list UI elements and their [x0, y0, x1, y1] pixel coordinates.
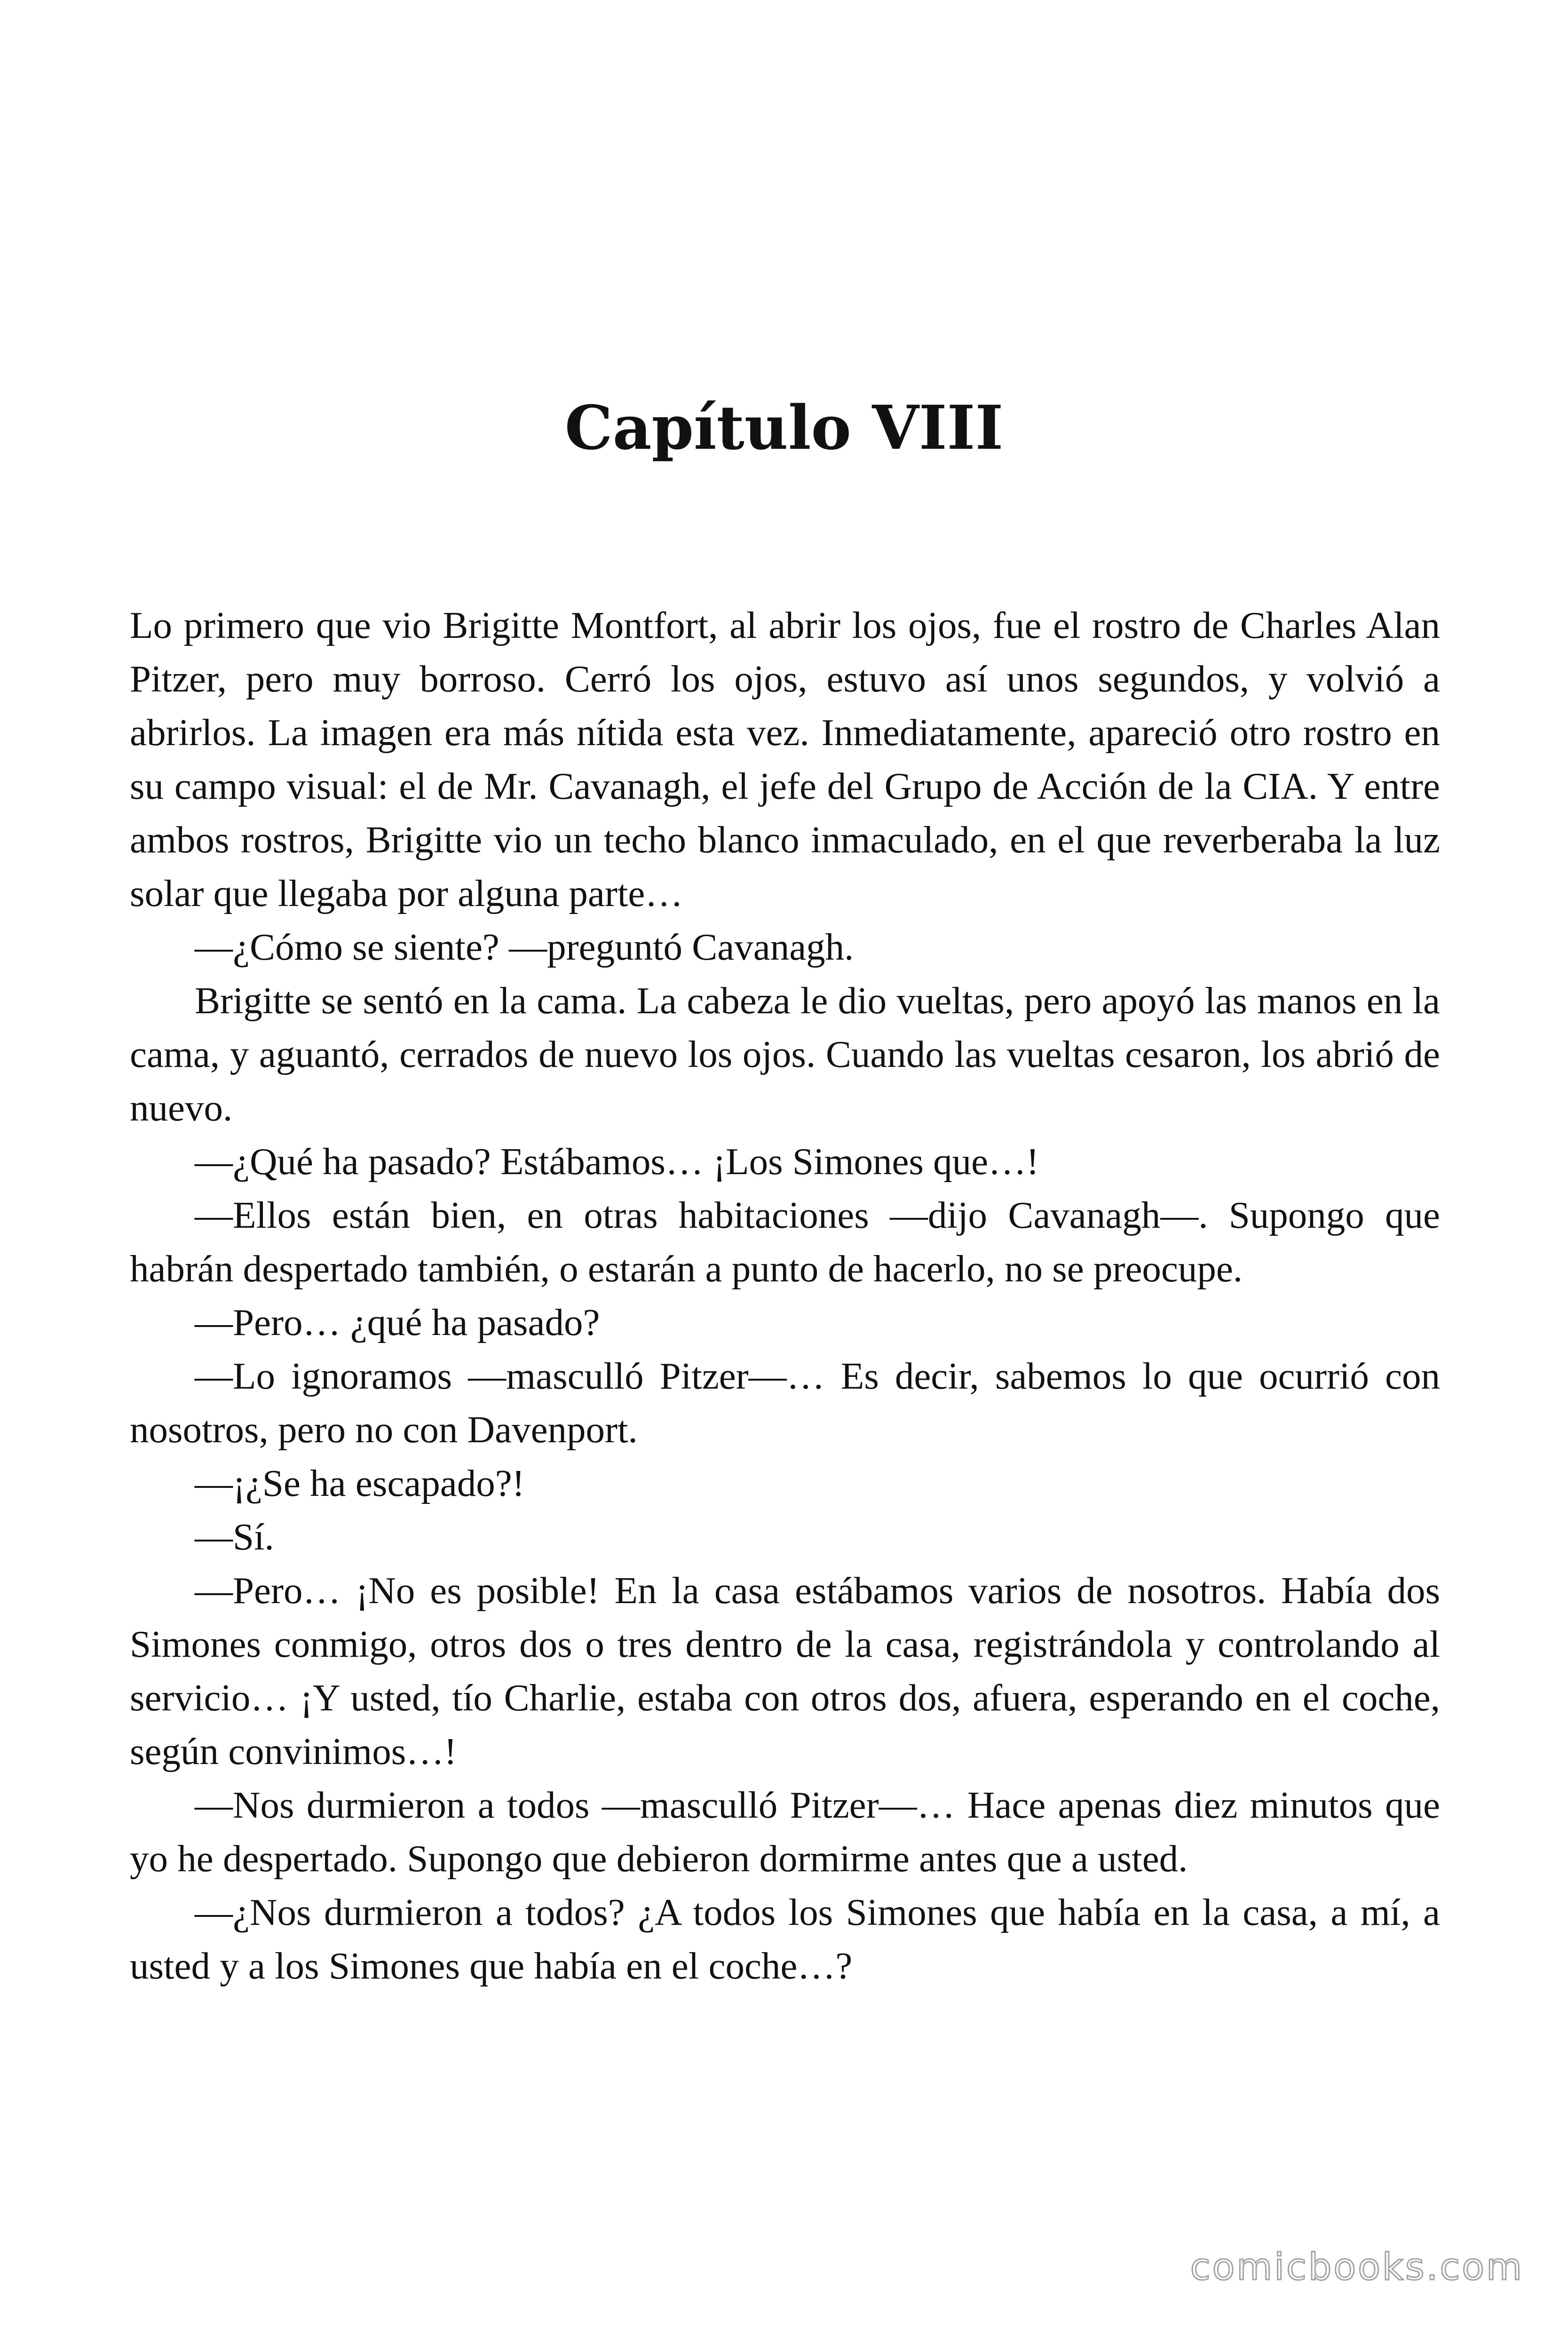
watermark: comicbooks.com — [1190, 2246, 1524, 2288]
paragraph: —Sí. — [195, 1516, 274, 1558]
paragraph: —Lo ignoramos —masculló Pitzer—… Es decir, sabemos lo que ocurrió con nosotros, pero no con Davenport. — [130, 1355, 1440, 1451]
paragraph: —¿Nos durmieron a todos? ¿A todos los Simones que había en la casa, a mí, a usted y a los Simones que había en el coche…? — [130, 1891, 1440, 1987]
paragraph: Brigitte se sentó en la cama. La cabeza le dio vueltas, pero apoyó las manos en la cama, y aguantó, cerrados de nuevo los ojos. Cuando las vueltas cesaron, los abrió de nuevo. — [130, 979, 1440, 1129]
paragraph: —¡¿Se ha escapado?! — [195, 1462, 525, 1504]
paragraph: —Ellos están bien, en otras habitaciones —dijo Cavanagh—. Supongo que habrán despertado también, o estarán a punto de hacerlo, no se preocupe. — [130, 1194, 1440, 1290]
paragraph: —¿Cómo se siente? —preguntó Cavanagh. — [195, 926, 854, 968]
paragraph: —¿Qué ha pasado? Estábamos… ¡Los Simones que…! — [195, 1140, 1039, 1183]
chapter-title: Capítulo VIII — [564, 393, 1004, 463]
chapter-body — [130, 598, 1440, 1993]
paragraph: Lo primero que vio Brigitte Montfort, al abrir los ojos, fue el rostro de Charles Alan Pitzer, pero muy borroso. Cerró los ojos, estuvo así unos segundos, y volvió a abrirlos. La imagen era más nítida esta vez. Inmediatamente, apareció otro rostro en su campo visual: el de Mr. Cavanagh, el jefe del Grupo de Acción de la CIA. Y entre ambos rostros, Brigitte vio un techo blanco inmaculado, en el que reverberaba la luz solar que llegaba por alguna parte… — [130, 604, 1440, 914]
paragraph: —Nos durmieron a todos —masculló Pitzer—… Hace apenas diez minutos que yo he despertado. Supongo que debieron dormirme antes que a usted. — [130, 1784, 1440, 1880]
paragraph: —Pero… ¿qué ha pasado? — [195, 1301, 600, 1343]
paragraph: —Pero… ¡No es posible! En la casa estábamos varios de nosotros. Había dos Simones conmigo, otros dos o tres dentro de la casa, registrándola y controlando al servicio… ¡Y usted, tío Charlie, estaba con otros dos, afuera, esperando en el coche, según convinimos…! — [130, 1569, 1440, 1772]
